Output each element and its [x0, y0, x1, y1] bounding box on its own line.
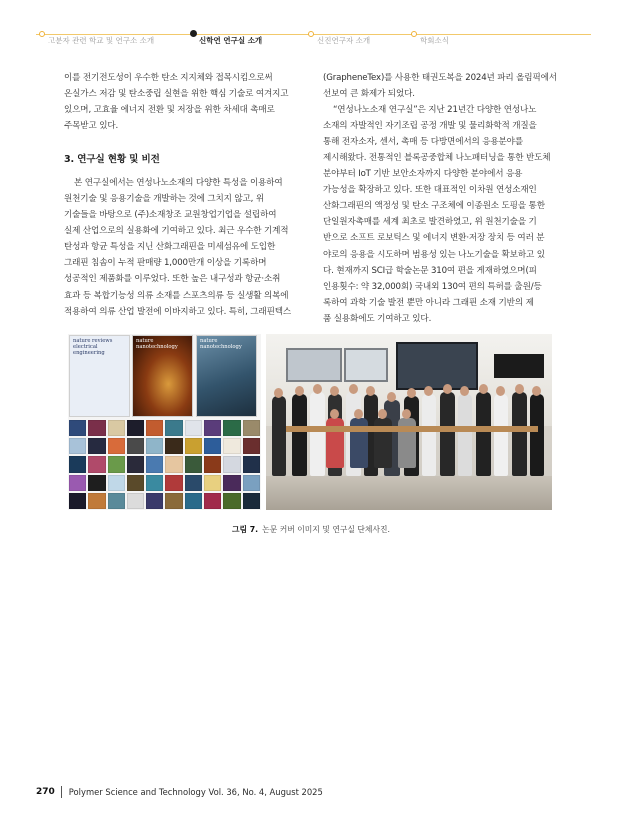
cover-thumbnail	[204, 438, 221, 454]
cover-thumbnail	[165, 475, 182, 491]
cover-title: nature reviews electrical engineering	[73, 338, 113, 356]
cover-title: nature nanotechnology	[136, 338, 178, 350]
cover-thumbnail	[243, 493, 260, 509]
nav-item-label: 고분자 관련 학교 및 연구소 소개	[48, 36, 155, 45]
person-head	[330, 386, 339, 396]
person	[512, 392, 527, 476]
figure-7	[68, 334, 552, 510]
lab-group-photo	[266, 334, 552, 510]
journal-cover-image	[132, 335, 193, 417]
cover-thumbnail	[223, 456, 240, 472]
nav-dot-icon	[190, 30, 197, 37]
cover-thumbnail	[165, 456, 182, 472]
cover-thumbnail	[185, 493, 202, 509]
cover-thumbnail	[146, 438, 163, 454]
person-head	[330, 409, 339, 419]
figure-number: 그림 7.	[231, 525, 259, 534]
cover-thumbnail	[88, 475, 105, 491]
nav-dot-icon	[411, 31, 417, 37]
wall-frame	[344, 348, 388, 382]
cover-thumbnail	[127, 420, 144, 436]
cover-thumbnail	[127, 493, 144, 509]
cover-thumbnail	[69, 420, 86, 436]
cover-thumbnail	[204, 475, 221, 491]
person	[440, 392, 455, 476]
cover-thumbnail	[204, 493, 221, 509]
person	[530, 394, 544, 476]
cover-thumbnail	[127, 456, 144, 472]
left-text-column	[64, 70, 310, 320]
cover-thumbnail	[108, 456, 125, 472]
cover-title: nature nanotechnology	[200, 338, 242, 350]
cover-thumbnail	[108, 493, 125, 509]
cover-thumbnail	[127, 475, 144, 491]
figure-caption	[0, 524, 622, 535]
person	[292, 394, 307, 476]
cover-thumbnail	[88, 438, 105, 454]
cover-thumbnail	[108, 438, 125, 454]
journal-covers-collage	[68, 334, 261, 510]
person	[422, 394, 436, 476]
cover-thumbnail-grid	[69, 420, 260, 509]
page-number: 270	[36, 787, 55, 797]
cover-thumbnail	[185, 475, 202, 491]
paragraph: 이를 전기전도성이 우수한 탄소 지지체와 접목시킴으로써 온실가스 저감 및 탄소중립 실현을 위한 핵심 기술로 여겨지고 있으며, 고효율 에너지 전환 및 저장을 위한 차세대 촉매로 주목받고 있다.	[64, 73, 289, 132]
cover-thumbnail	[223, 493, 240, 509]
cover-thumbnail	[243, 438, 260, 454]
cover-thumbnail	[88, 456, 105, 472]
person-head	[515, 384, 524, 394]
cover-thumbnail	[223, 420, 240, 436]
journal-issue: Vol. 36, No. 4, August 2025	[208, 787, 323, 797]
person-head	[349, 384, 358, 394]
person-head	[424, 386, 433, 396]
cover-thumbnail	[88, 420, 105, 436]
cover-thumbnail	[243, 420, 260, 436]
cover-thumbnail	[127, 438, 144, 454]
cover-thumbnail	[165, 438, 182, 454]
person-head	[354, 409, 363, 419]
paragraph: “연성나노소재 연구실”은 지난 21년간 다양한 연성나노 소재의 자발적인 자기조립 공정 개발 및 물리화학적 개질을 통해 전자소자, 센서, 촉매 등 다방면에서의 응용분야를 제시해왔다. 전통적인 블록공중합체 나노패터닝을 통한 반도체 분야부터 IoT 기반 보안소자까지 다양한 분야에서 응용 가능성을 확장하고 있다. 또한 대표적인 이차원 연성소재인 산화그래핀의 액정성 및 탄소 구조체에 이종원소 도핑을 통한 단일원자촉매를 세계 최초로 발견하였고, 위 원천기술을 기 반으로 소프트 로보틱스 및 에너지 변환·저장 장치 등 여러 분 야로의 응용을 시도하며 범용성 있는 나노기술을 확보하고 있 다. 현재까지 SCI급 학술논문 310여 편을 게재하였으며(피 인용횟수: 약 32,000회) 국내외 130여 편의 특허를 출원/등 록하여 과학 기술 발전 뿐만 아니라 그래핀 소재 기반의 제 품 실용화에도 기여하고 있다.	[323, 105, 551, 324]
cover-thumbnail	[146, 456, 163, 472]
person-head	[295, 386, 304, 396]
cover-thumbnail	[204, 420, 221, 436]
cover-thumbnail	[88, 493, 105, 509]
cover-thumbnail	[69, 438, 86, 454]
nav-item-lab-intro[interactable]	[191, 36, 262, 46]
person	[458, 394, 472, 476]
cover-thumbnail	[108, 420, 125, 436]
cover-thumbnail	[69, 493, 86, 509]
person-head	[274, 388, 283, 398]
page-footer	[36, 785, 323, 799]
cover-thumbnail	[69, 475, 86, 491]
person	[310, 392, 325, 476]
section-nav	[36, 34, 591, 48]
nav-dot-icon	[308, 31, 314, 37]
wall-screen	[396, 342, 478, 390]
cover-thumbnail	[243, 456, 260, 472]
nav-item-label: 신학연 연구실 소개	[199, 36, 263, 45]
nav-item-young-researcher[interactable]	[309, 36, 370, 46]
person-head	[460, 386, 469, 396]
figure-caption-text: 논문 커버 이미지 및 연구실 단체사진.	[262, 525, 391, 534]
nav-item-schools[interactable]	[40, 36, 154, 46]
cover-thumbnail	[108, 475, 125, 491]
cover-thumbnail	[146, 493, 163, 509]
cover-thumbnail	[146, 475, 163, 491]
nav-dot-icon	[39, 31, 45, 37]
paragraph: 본 연구실에서는 연성나노소재의 다양한 특성을 이용하여 원천기술 및 응용기술을 개발하는 것에 그치지 않고, 위 기술들을 바탕으로 (주)소재창조 교원창업기업을 설립하여 실제 산업으로의 실용화에 기여하고 있다. 최근 우수한 기계적 탄성과 항균 특성을 지닌 산화그래핀을 미세섬유에 도입한 그래핀 침솜이 누적 판매량 1,000만개 이상을 기록하며 성공적인 제품화를 이루었다. 또한 높은 내구성과 항균·소취 효과 등 복합기능성 의류 소재를 스포츠의류 등 실생활 의복에 적용하여 의류 산업 발전에 이바지하고 있다. 특히, 그래핀텍스	[64, 178, 292, 317]
cover-thumbnail	[165, 493, 182, 509]
person-head	[387, 392, 396, 402]
journal-name: Polymer Science and Technology	[68, 787, 206, 797]
right-text-column	[323, 70, 559, 327]
photo-floor	[266, 476, 552, 510]
person-head	[532, 386, 541, 396]
person-head	[479, 384, 488, 394]
journal-cover-image	[69, 335, 130, 417]
section-heading: 3. 연구실 현황 및 비전	[64, 154, 160, 166]
paragraph: (GrapheneTex)를 사용한 태권도복을 2024년 파리 올림픽에서 선보여 큰 화제가 되었다.	[323, 73, 557, 100]
cover-thumbnail	[223, 475, 240, 491]
cover-thumbnail	[223, 438, 240, 454]
person-head	[366, 386, 375, 396]
person	[494, 394, 508, 476]
cover-thumbnail	[146, 420, 163, 436]
cover-thumbnail	[165, 420, 182, 436]
person-head	[443, 384, 452, 394]
nav-item-label: 학회소식	[420, 36, 449, 45]
cover-thumbnail	[185, 438, 202, 454]
cover-thumbnail	[185, 456, 202, 472]
nav-item-label: 신진연구자 소개	[317, 36, 371, 45]
person-head	[407, 388, 416, 398]
wall-sign	[494, 354, 544, 378]
person-head	[313, 384, 322, 394]
cover-thumbnail	[204, 456, 221, 472]
photo-table	[286, 426, 538, 432]
cover-thumbnail	[185, 420, 202, 436]
footer-divider	[61, 786, 62, 798]
person-head	[378, 409, 387, 419]
person	[272, 396, 286, 476]
cover-thumbnail	[69, 456, 86, 472]
cover-thumbnail	[243, 475, 260, 491]
journal-cover-image	[196, 335, 257, 417]
person-head	[496, 386, 505, 396]
wall-frame	[286, 348, 342, 382]
person	[476, 392, 491, 476]
nav-item-society-news[interactable]	[412, 36, 449, 46]
person-head	[402, 409, 411, 419]
